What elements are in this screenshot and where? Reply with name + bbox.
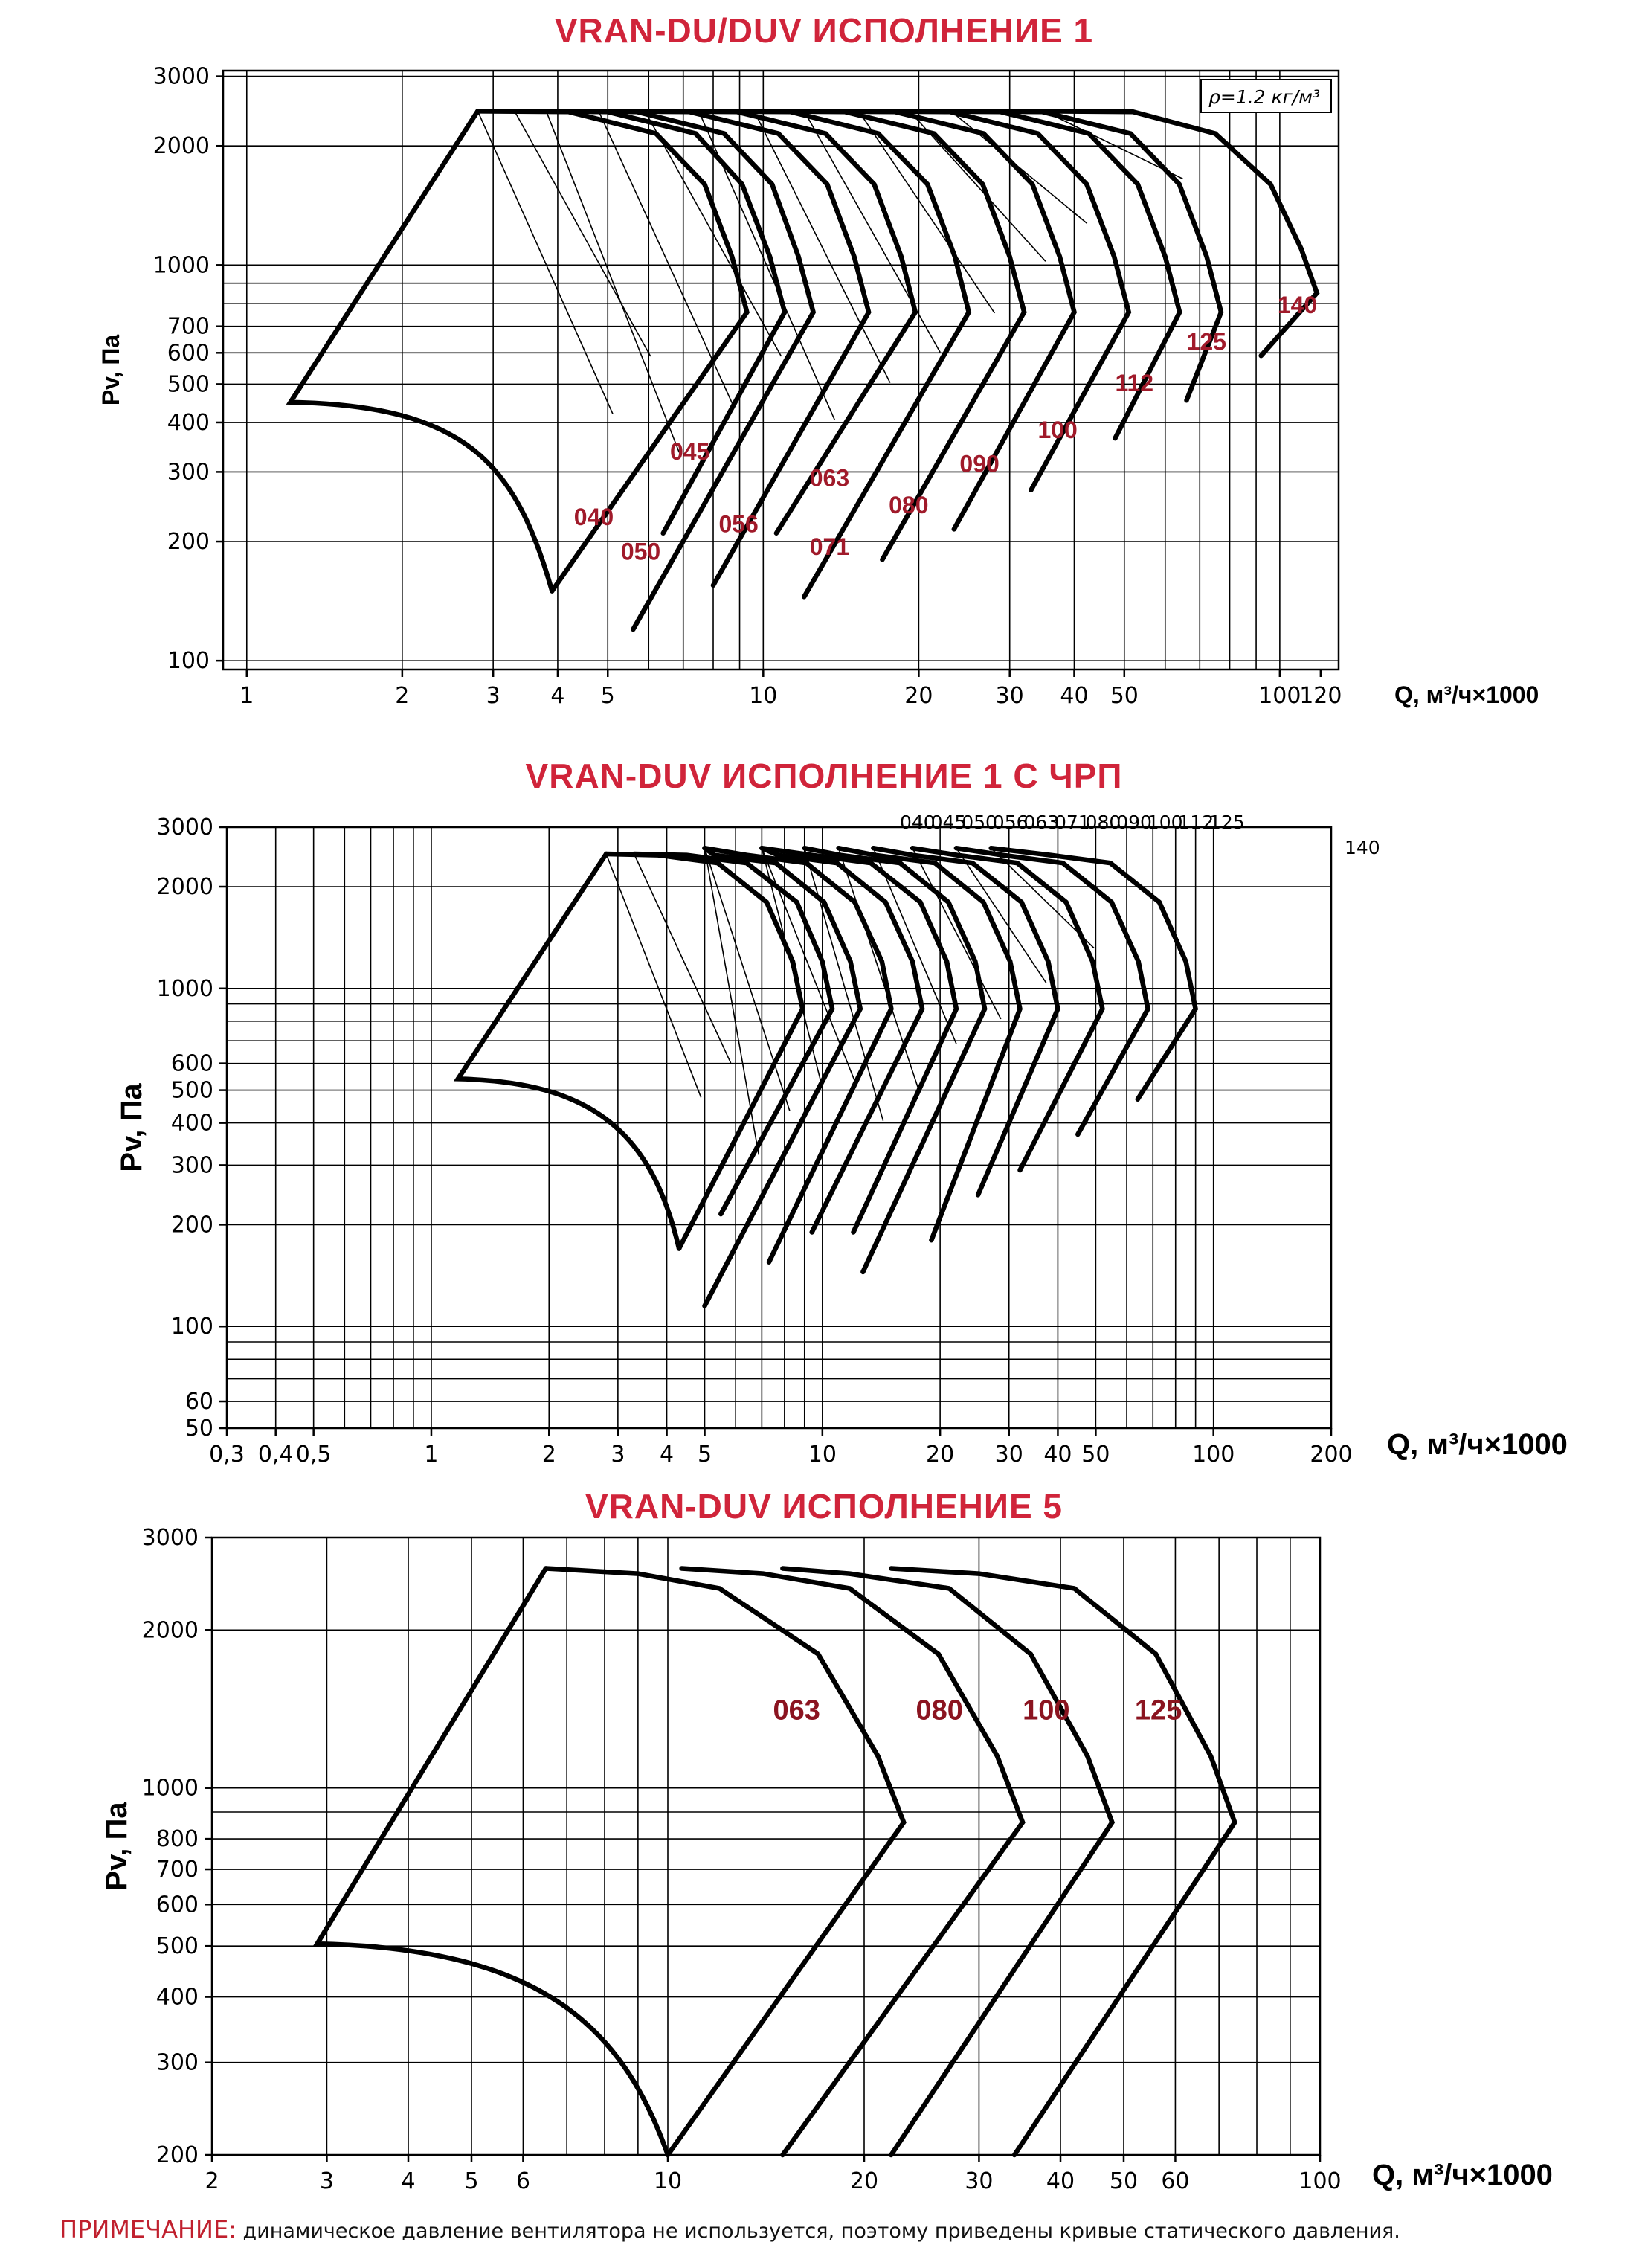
x-tick-label: 100: [1192, 1442, 1235, 1468]
y-tick-label: 2000: [152, 133, 210, 160]
x-tick-label: 4: [401, 2168, 416, 2194]
size-label: 080: [1085, 812, 1121, 833]
x-tick-label: 100: [1258, 683, 1301, 709]
size-label: 050: [962, 812, 997, 833]
y-tick-label: 3000: [152, 63, 210, 90]
series-label-112: 112: [1115, 369, 1154, 396]
x-tick-label: 2: [541, 1442, 556, 1468]
x-tick-label: 30: [995, 683, 1024, 709]
y-tick-label: 200: [155, 2142, 199, 2168]
series-label-040: 040: [573, 504, 614, 531]
x-tick-label: 1: [239, 683, 254, 709]
fan-curve-063: [546, 1569, 904, 2156]
guide-line: [754, 111, 890, 382]
x-tick-label: 30: [965, 2168, 994, 2194]
y-tick-label: 1000: [156, 975, 213, 1002]
size-label: 071: [1055, 812, 1090, 833]
y-tick-label: 500: [155, 1933, 199, 1960]
y-tick-label: 2000: [141, 1617, 199, 1644]
x-tick-label: 10: [653, 2168, 683, 2194]
y-tick-label: 100: [170, 1314, 213, 1340]
y-tick-label: 500: [167, 371, 210, 398]
x-tick-label: 40: [1060, 683, 1089, 709]
series-label-056: 056: [718, 510, 759, 538]
series-label-063: 063: [773, 1694, 820, 1726]
size-label: 140: [1345, 837, 1380, 858]
y-tick-label: 700: [155, 1857, 199, 1883]
x-tick-label: 200: [1310, 1442, 1353, 1468]
footnote: [59, 2215, 1400, 2243]
size-label: 090: [1116, 812, 1152, 833]
y-tick-label: 300: [170, 1152, 213, 1179]
operating-envelope: [318, 1569, 668, 2155]
y-tick-label: 3000: [141, 1525, 199, 1551]
chart-1: [97, 64, 1539, 709]
x-axis-label: Q, м³/ч×1000: [1387, 1428, 1568, 1461]
guide-line: [515, 111, 651, 356]
footnote-text: динамическое давление вентилятора не используется, поэтому приведены кривые статического давления.: [242, 2220, 1400, 2243]
x-axis-label: Q, м³/ч×1000: [1372, 2159, 1553, 2191]
y-tick-label: 600: [170, 1050, 213, 1077]
x-tick-label: 50: [1081, 1442, 1110, 1468]
size-label: 063: [1023, 812, 1060, 833]
y-tick-label: 400: [167, 409, 210, 436]
guide-line: [606, 854, 701, 1097]
y-tick-label: 700: [167, 313, 210, 340]
y-tick-label: 400: [155, 1984, 199, 2011]
operating-envelope: [458, 854, 679, 1249]
series-label-080: 080: [915, 1694, 963, 1726]
x-tick-label: 3: [486, 683, 500, 709]
x-tick-label: 2: [395, 683, 410, 709]
chart-3: [100, 1525, 1553, 2194]
series-label-080: 080: [889, 491, 929, 518]
x-tick-label: 0,3: [209, 1442, 245, 1468]
density-annotation: ρ=1.2 кг/м³: [1208, 86, 1321, 108]
x-tick-label: 5: [600, 683, 615, 709]
y-tick-label: 3000: [156, 815, 213, 841]
series-label-063: 063: [809, 464, 850, 492]
y-tick-label: 800: [155, 1826, 199, 1853]
x-tick-label: 20: [849, 2168, 879, 2194]
series-label-125: 125: [1186, 328, 1226, 356]
series-label-090: 090: [959, 450, 1000, 478]
y-tick-label: 50: [184, 1416, 213, 1442]
y-tick-label: 300: [167, 459, 210, 486]
series-label-050: 050: [620, 538, 661, 565]
fan-curve-125: [891, 1569, 1235, 2156]
x-tick-label: 120: [1299, 683, 1342, 709]
y-tick-label: 1000: [141, 1775, 199, 1802]
x-tick-label: 40: [1043, 1442, 1072, 1468]
guide-line: [546, 111, 679, 452]
x-tick-label: 4: [550, 683, 565, 709]
series-label-140: 140: [1277, 292, 1318, 319]
size-label: 045: [930, 812, 967, 833]
x-tick-label: 5: [464, 2168, 479, 2194]
y-tick-label: 500: [170, 1077, 213, 1104]
fan-curve-125: [951, 111, 1221, 400]
x-tick-label: 1: [424, 1442, 439, 1468]
guide-line: [477, 111, 613, 414]
y-axis-label: Pv, Па: [100, 1802, 133, 1891]
fan-curve-045: [515, 111, 785, 533]
operating-envelope: [291, 111, 553, 591]
chart2-title: VRAN-DUV ИСПОЛНЕНИЕ 1 С ЧРП: [525, 756, 1123, 795]
x-tick-label: 50: [1109, 2168, 1139, 2194]
x-tick-label: 3: [319, 2168, 334, 2194]
size-label: 112: [1178, 812, 1214, 833]
y-tick-label: 300: [155, 2049, 199, 2076]
fan-curve-140: [1044, 111, 1317, 356]
x-tick-label: 10: [749, 683, 778, 709]
x-tick-label: 20: [926, 1442, 955, 1468]
y-tick-label: 200: [170, 1212, 213, 1239]
y-tick-label: 600: [155, 1892, 199, 1918]
x-tick-label: 5: [697, 1442, 712, 1468]
fan-curve-100: [782, 1569, 1112, 2156]
x-tick-label: 40: [1046, 2168, 1075, 2194]
x-tick-label: 0,4: [257, 1442, 294, 1468]
x-tick-label: 10: [808, 1442, 837, 1468]
y-tick-label: 600: [167, 340, 210, 367]
y-axis-label: Pv, Па: [97, 334, 124, 406]
chart1-title: VRAN-DU/DUV ИСПОЛНЕНИЕ 1: [554, 11, 1094, 50]
x-tick-label: 100: [1298, 2168, 1342, 2194]
x-tick-label: 50: [1110, 683, 1139, 709]
x-tick-label: 4: [660, 1442, 675, 1468]
x-tick-label: 60: [1161, 2168, 1190, 2194]
x-tick-label: 2: [205, 2168, 219, 2194]
series-label-125: 125: [1134, 1694, 1182, 1726]
guide-line: [804, 111, 940, 352]
x-tick-label: 6: [515, 2168, 530, 2194]
size-label: 100: [1147, 812, 1183, 833]
footnote-lead: ПРИМЕЧАНИЕ:: [59, 2215, 236, 2243]
y-tick-label: 100: [167, 648, 210, 675]
series-label-100: 100: [1023, 1694, 1070, 1726]
x-axis-label: Q, м³/ч×1000: [1394, 681, 1539, 708]
x-tick-label: 3: [611, 1442, 625, 1468]
chart-2: [115, 812, 1568, 1468]
y-tick-label: 60: [184, 1389, 213, 1416]
y-tick-label: 1000: [152, 252, 210, 279]
fan-curve-045: [634, 854, 833, 1214]
y-tick-label: 2000: [156, 874, 213, 901]
chart3-title: VRAN-DUV ИСПОЛНЕНИЕ 5: [585, 1487, 1063, 1526]
series-label-071: 071: [809, 533, 850, 561]
size-label: 125: [1209, 812, 1245, 833]
y-tick-label: 400: [170, 1110, 213, 1137]
fan-curve-090: [839, 848, 1020, 1240]
series-label-045: 045: [669, 438, 710, 466]
x-tick-label: 0,5: [295, 1442, 332, 1468]
guide-line: [956, 848, 1046, 983]
size-label: 056: [992, 812, 1029, 833]
fan-curve-050: [547, 111, 814, 629]
series-label-100: 100: [1037, 417, 1078, 444]
y-axis-label: Pv, Па: [115, 1083, 148, 1172]
x-tick-label: 20: [904, 683, 933, 709]
size-label: 040: [900, 812, 936, 833]
x-tick-label: 30: [994, 1442, 1023, 1468]
y-tick-label: 200: [167, 529, 210, 556]
